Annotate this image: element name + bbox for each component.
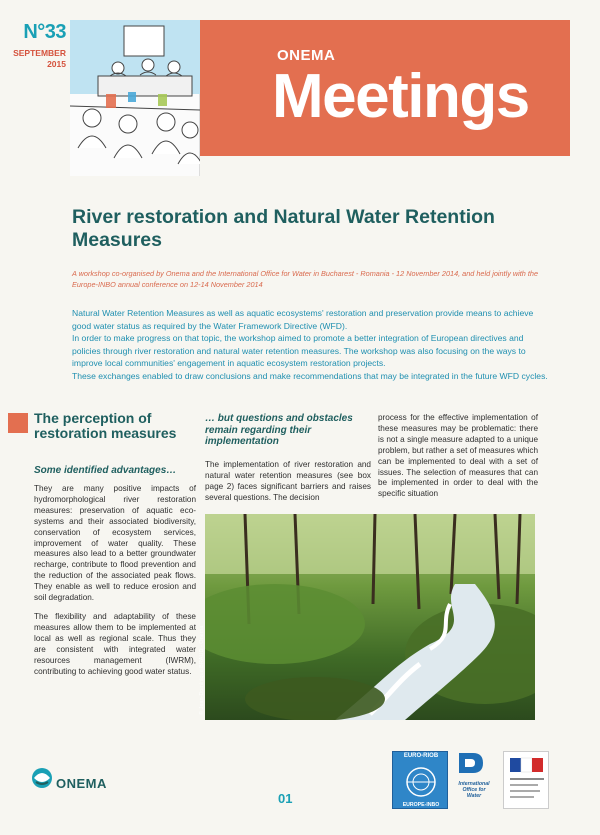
body-paragraph: They are many positive impacts of hydromorphological river restoration measures: preservation of aquatic eco-systems and their associated biodiversity, conservation of ecosystem services, improvement of water quality. These measures also lead to a better groundwater recharge, contribute to flood prevention and the reduction of the associated peak flows. They enable as well to reduce erosion and soil degradation.	[34, 484, 196, 603]
page-number: 01	[278, 791, 293, 806]
header-banner	[70, 20, 570, 176]
section-subtitle: … but questions and obstacles remain regarding their implementation	[205, 413, 353, 447]
meeting-sketch-illustration	[70, 20, 200, 176]
intro-paragraph: Natural Water Retention Measures as well as aquatic ecosystems' restoration and preservation provide means to achieve good water status as required by the Water Framework Directive (WFD).	[72, 308, 534, 331]
issue-year: 2015	[47, 59, 66, 69]
issue-number: N°33	[23, 21, 66, 43]
oieau-logo-text: International Office for Water	[458, 781, 490, 799]
inbo-logo-icon	[392, 751, 448, 809]
inbo-logo-bottom: EUROPE-INBO	[402, 802, 440, 808]
ministry-logo-icon	[503, 751, 549, 809]
section-title: The perception of restoration measures	[34, 410, 177, 441]
oieau-logo-icon	[455, 751, 493, 809]
article-title: River restoration and Natural Water Retention Measures	[72, 206, 495, 251]
column-three: process for the effective implementation of these measures may be problematic: there is not a single measure adapted to a unique problem, but rather a set of measures which can be implemented to deal with a set of issues. The selection of measures that can be implemented in order to deal with the specific situation	[378, 413, 538, 499]
article-subtitle: A workshop co-organised by Onema and the International Office for Water in Bucharest - Romania - 12 November 2014, and held jointly with the Europe-INBO annual conference on 12-14 November 2014	[72, 269, 539, 289]
photo-credit: © Jean-Dominique BRAUD - Onema	[199, 625, 205, 715]
footer-brand: ONEMA	[56, 776, 107, 791]
body-paragraph: The flexibility and adaptability of these measures allow them to be implemented at local as well as regional scale. Thus they are consistent with integrated water resources management (IWRM), contributing to achieving good water status.	[34, 611, 196, 676]
newsletter-title: Meetings	[272, 62, 529, 131]
river-photo	[205, 514, 535, 720]
brand-name: ONEMA	[277, 47, 336, 64]
column-one	[34, 484, 196, 685]
column-two: The implementation of river restoration and natural water retention measures (see box page 2) faces significant barriers and raises several questions. The decision	[205, 460, 371, 502]
title-panel	[200, 20, 570, 156]
article-intro	[72, 307, 550, 383]
intro-paragraph: These exchanges enabled to draw conclusions and make recommendations that may be integrated in the future WFD cycles.	[72, 370, 548, 381]
inbo-logo-top: EURO-RIOB	[403, 753, 439, 759]
intro-paragraph: In order to make progress on that topic, the workshop aimed to promote a better integration of European directives and policies through river restoration and natural water retention measures. The workshop was also focusing on the ways to improve local communities' engagement in aquatic ecosystem restoration projects.	[72, 333, 526, 369]
section-marker-icon	[8, 413, 28, 433]
issue-block	[10, 22, 66, 69]
issue-month: SEPTEMBER	[13, 48, 66, 58]
section-subhead: Some identified advantages…	[34, 465, 177, 476]
